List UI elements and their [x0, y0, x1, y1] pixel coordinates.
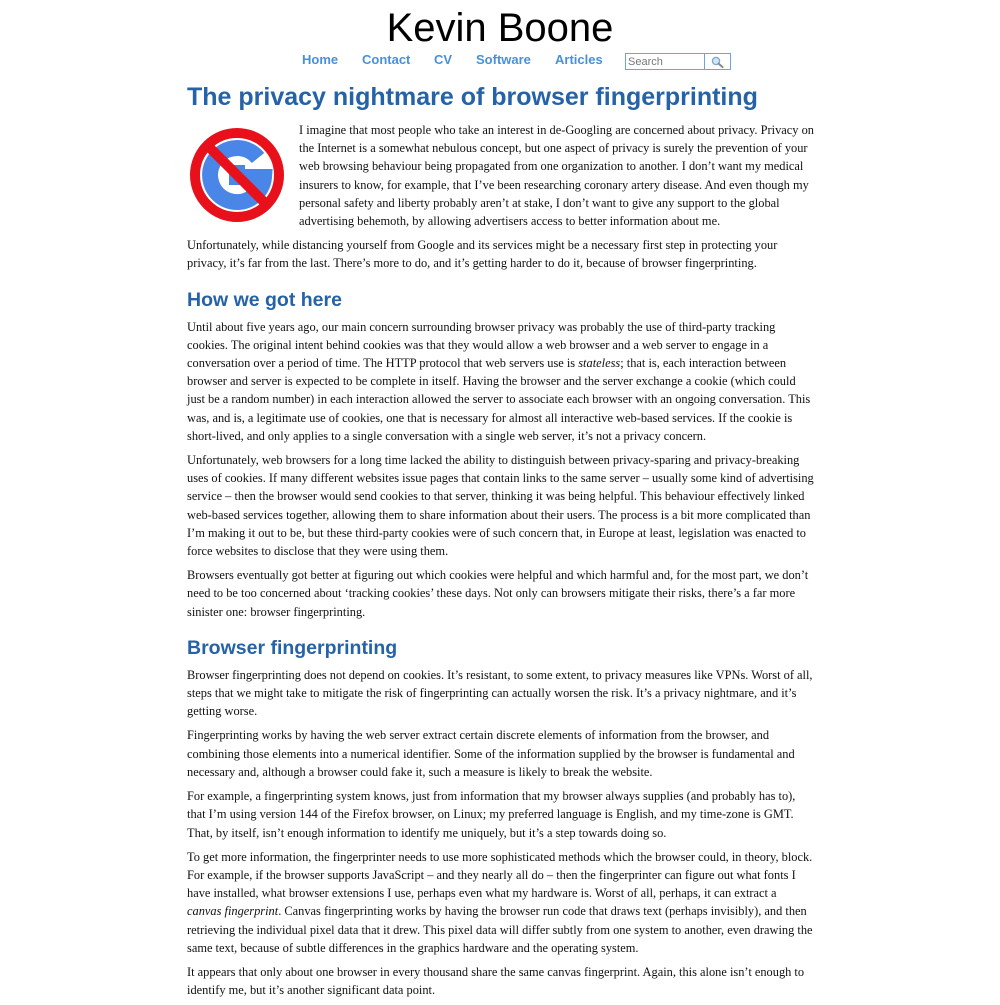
search-button[interactable]: [705, 54, 729, 69]
no-google-icon: [187, 125, 287, 225]
intro-paragraph: I imagine that most people who take an interest in de-Googling are concerned about privacy. Privacy on the Internet is a somewhat nebulous concept, but one aspect of privacy is surely the prevention of your web browsing behaviour being propagated from one organization to another. I don’t want my medical insurers to know, for example, that I’ve been researching coronary artery disease. And even though my personal safety and liberty probably aren’t at stake, I don’t want to give any support to the global advertising behemoth, by allowing advertisers access to better information about me.: [299, 123, 814, 229]
section-heading: How we got here: [187, 288, 342, 311]
section-paragraph: [187, 848, 814, 957]
search-input[interactable]: [626, 54, 705, 69]
text-run: Until about five years ago, our main concern surrounding browser privacy was probably the use of third-party tracking cookies. The original intent behind cookies was that they would allow a web browser and a web server to engage in a conversation over a period of time. The HTTP protocol that web servers use is: [187, 319, 776, 371]
section-paragraph: [187, 318, 814, 445]
section-paragraph: Browser fingerprinting does not depend on cookies. It’s resistant, to some extent, to privacy measures like VPNs. Worst of all, steps that we might take to mitigate the risk of fingerprinting can actually worsen the risk. It’s a privacy nightmare, and it’s getting worse.: [187, 667, 813, 719]
nav-contact[interactable]: Contact: [362, 52, 411, 67]
nav-cv[interactable]: CV: [434, 52, 453, 67]
nav-home[interactable]: Home: [302, 52, 339, 67]
section-paragraph: It appears that only about one browser in every thousand share the same canvas fingerprint. Again, this alone isn’t enough to identify me, but it’s another significant data point.: [187, 964, 805, 998]
intro-paragraph: Unfortunately, while distancing yourself from Google and its services might be a necessary first step in protecting your privacy, it’s far from the last. There’s more to do, and it’s getting harder to do it, because of browser fingerprinting.: [187, 238, 778, 271]
main-nav: [0, 51, 1000, 71]
emphasis-text: canvas fingerprint: [187, 904, 279, 919]
section-heading: Browser fingerprinting: [187, 636, 398, 659]
magnifier-icon: [711, 56, 724, 68]
section-paragraph: For example, a fingerprinting system knows, just from information that my browser always supplies (and probably has to), that I’m using version 144 of the Firefox browser, on Linux; my preferred language is English, and my time-zone is GMT. That, by itself, isn’t enough information to identify me uniquely, but it’s a step towards doing so.: [187, 789, 796, 840]
section-paragraph: Fingerprinting works by having the web server extract certain discrete elements of information from the browser, and combining those elements into a numerical identifier. Some of the information supplied by the browser is fundamental and necessary and, although a browser could fake it, such a measure is likely to break the website.: [187, 728, 795, 779]
article: [187, 80, 814, 1005]
site-title: Kevin Boone: [386, 6, 614, 50]
section-paragraph: Unfortunately, web browsers for a long time lacked the ability to distinguish between privacy-sparing and privacy-breaking uses of cookies. If many different websites issue pages that contain links to the same server – usually some kind of advertising service – then the browser would send cookies to that server, thinking it was being helpful. This behaviour effectively linked web-based services together, allowing them to share information about their users. The process is a bit more complicated than I’m making it out to be, but these third-party cookies were of such concern that, in Europe at least, legislation was enacted to force websites to disclose that they were using them.: [187, 453, 814, 559]
nav-articles[interactable]: Articles: [555, 52, 603, 67]
text-run: ; that is, each interaction between browser and server is expected to be complete in itself. Having the browser and the server exchange a cookie (which could just be a random number) in each interaction allowed the server to associate each browser with an ongoing conversation. This was, and is, a legitimate use of cookies, one that is necessary for almost all interactive web-based services. If the cookie is short-lived, and only applies to a single conversation with a single web server, it’s not a privacy concern.: [187, 356, 811, 443]
search-form: [625, 53, 731, 70]
section-paragraph: Browsers eventually got better at figuring out which cookies were helpful and which harmful and, for the most part, we don’t need to be too concerned about ‘tracking cookies’ these days. Not only can browsers mitigate their risks, there’s a far more sinister one: browser fingerprinting.: [187, 568, 809, 619]
text-run: To get more information, the fingerprinter needs to use more sophisticated methods which the browser could, in theory, block. For example, if the browser supports JavaScript – and they nearly all do – then the fingerprinter can figure out what fonts I have installed, what browser extensions I use, perhaps even what my hardware is. Worst of all, perhaps, it can extract a: [187, 849, 813, 901]
emphasis-text: stateless: [578, 356, 621, 371]
article-title: The privacy nightmare of browser fingerprinting: [187, 83, 758, 111]
nav-software[interactable]: Software: [476, 52, 531, 67]
text-run: . Canvas fingerprinting works by having the browser run code that draws text (perhaps invisibly), and then retrieving the individual pixel data that it drew. This pixel data will differ subtly from one system to another, even drawing the same text, because of subtle differences in the graphics hardware and the operating system.: [187, 904, 813, 955]
